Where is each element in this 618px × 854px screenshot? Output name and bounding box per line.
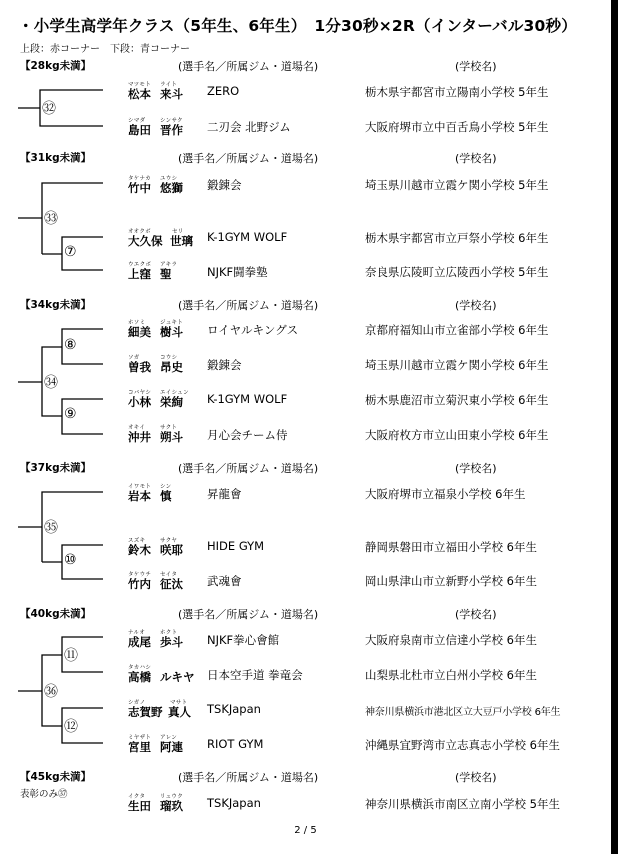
fighter-family-name: 松本: [128, 87, 151, 101]
fighter-gym: HIDE GYM: [207, 539, 265, 553]
fighter-given-name: 征汰: [160, 577, 183, 591]
school-column-header: (学校名): [455, 771, 497, 784]
fighter-school: 岡山県津山市立新野小学校 6年生: [365, 574, 537, 588]
furigana-family: イワモト: [128, 484, 152, 490]
fighter-family-name: 上窪: [128, 267, 151, 281]
furigana-given: シンサク: [160, 118, 183, 124]
fighter-school: 山梨県北杜市立白州小学校 6年生: [365, 668, 537, 682]
fighter-school: 神奈川県横浜市南区立南小学校 5年生: [365, 797, 560, 811]
fighter-family-name: 志賀野: [128, 705, 163, 719]
furigana-given: ホクト: [160, 630, 178, 636]
furigana-given: リュウク: [160, 794, 184, 800]
weight-class-label: 【28kg未満】: [20, 60, 92, 72]
match-number: ㉝: [44, 211, 58, 227]
school-column-header: (学校名): [455, 462, 497, 475]
fighter-gym: 二刃会 北野ジム: [207, 120, 291, 134]
fighter-column-header: (選手名／所属ジム・道場名): [178, 462, 319, 475]
fighter-given-name: 来斗: [160, 87, 183, 101]
match-number: ⑩: [64, 552, 77, 568]
furigana-family: シマダ: [128, 118, 146, 124]
award-only-note: 表彰のみ㊲: [20, 789, 68, 800]
fighter-column-header: (選手名／所属ジム・道場名): [178, 152, 319, 165]
fighter-gym: ロイヤルキングス: [207, 323, 299, 337]
fighter-school: 大阪府堺市立中百舌鳥小学校 5年生: [365, 120, 549, 134]
fighter-given-name: 慎: [160, 489, 172, 503]
fighter-gym: RIOT GYM: [207, 737, 264, 751]
furigana-given: ジュキト: [160, 320, 184, 326]
school-column-header: (学校名): [455, 152, 497, 165]
furigana-given: サクト: [160, 425, 178, 431]
fighter-gym: K-1GYM WOLF: [207, 230, 288, 244]
fighter-school: 栃木県宇都宮市立陽南小学校 5年生: [365, 85, 549, 99]
fighter-given-name: 樹斗: [160, 325, 183, 339]
fighter-school: 神奈川県横浜市港北区立大豆戸小学校 6年生: [365, 707, 561, 718]
fighter-given-name: 瑠玖: [160, 799, 183, 813]
fighter-given-name: 世璃: [170, 234, 193, 248]
fighter-school: 沖縄県宜野湾市立志真志小学校 6年生: [365, 738, 560, 752]
window-edge: [611, 0, 618, 854]
furigana-given: ユウシ: [160, 176, 178, 182]
fighter-school: 大阪府堺市立福泉小学校 6年生: [365, 487, 526, 501]
furigana-given: アキラ: [160, 262, 178, 268]
fighter-gym: ZERO: [207, 84, 240, 98]
furigana-family: オオクボ: [128, 229, 151, 235]
fighter-school: 栃木県鹿沼市立菊沢東小学校 6年生: [365, 393, 549, 407]
fighter-gym: 鍛錬会: [207, 358, 242, 372]
page-title: ・小学生高学年クラス（5年生、6年生） 1分30秒×2R（インターバル30秒）: [18, 17, 577, 35]
fighter-given-name: ルキヤ: [160, 670, 195, 684]
page-number: 2 / 5: [294, 825, 317, 836]
fighter-school: 埼玉県川越市立霞ケ関小学校 5年生: [365, 178, 549, 192]
fighter-gym: K-1GYM WOLF: [207, 392, 288, 406]
furigana-family: マツモト: [128, 82, 152, 88]
furigana-given: セリ: [172, 229, 184, 235]
match-number: ⑫: [64, 719, 78, 735]
furigana-given: セイタ: [160, 572, 178, 578]
furigana-family: タカハシ: [128, 665, 152, 671]
fighter-given-name: 朔斗: [160, 430, 183, 444]
match-number: ⑧: [64, 337, 77, 353]
fighter-gym: 日本空手道 拳竜会: [207, 668, 303, 682]
furigana-family: ホソミ: [128, 320, 146, 326]
furigana-family: オキイ: [128, 425, 146, 431]
match-number: ㉟: [44, 520, 58, 536]
weight-class-label: 【40kg未満】: [20, 608, 92, 620]
fighter-column-header: (選手名／所属ジム・道場名): [178, 771, 319, 784]
furigana-family: タケウチ: [128, 572, 152, 578]
corner-legend: 上段：赤コーナー 下段：青コーナー: [20, 44, 190, 55]
fighter-given-name: 栄絢: [160, 395, 183, 409]
fighter-family-name: 竹内: [128, 577, 151, 591]
fighter-school: 大阪府泉南市立信達小学校 6年生: [365, 633, 537, 647]
fighter-column-header: (選手名／所属ジム・道場名): [178, 60, 319, 73]
fighter-school: 奈良県広陵町立広陵西小学校 5年生: [365, 265, 549, 279]
school-column-header: (学校名): [455, 60, 497, 73]
fighter-school: 大阪府枚方市立山田東小学校 6年生: [365, 428, 549, 442]
fighter-family-name: 曽我: [128, 360, 151, 374]
fighter-family-name: 細美: [128, 325, 151, 339]
furigana-family: ウエクボ: [128, 262, 152, 268]
fighter-family-name: 沖井: [128, 430, 151, 444]
furigana-given: マサト: [170, 700, 188, 706]
weight-class-label: 【31kg未満】: [20, 152, 92, 164]
furigana-given: アレン: [160, 735, 178, 741]
fighter-school: 京都府福知山市立雀部小学校 6年生: [365, 323, 549, 337]
fighter-gym: NJKF拳心會館: [207, 633, 280, 647]
fighter-family-name: 宮里: [128, 740, 151, 754]
fighter-school: 静岡県磐田市立福田小学校 6年生: [365, 540, 537, 554]
fighter-gym: TSKJapan: [207, 702, 261, 716]
fighter-gym: TSKJapan: [207, 796, 261, 810]
match-number: ㉞: [44, 375, 58, 391]
fighter-family-name: 大久保: [128, 234, 163, 248]
furigana-given: シン: [160, 484, 172, 490]
school-column-header: (学校名): [455, 299, 497, 312]
fighter-gym: 昇龍會: [207, 487, 242, 501]
weight-class-label: 【37kg未満】: [20, 462, 92, 474]
fighter-given-name: 歩斗: [160, 635, 183, 649]
weight-class-label: 【34kg未満】: [20, 299, 92, 311]
match-number: ⑨: [64, 406, 77, 422]
furigana-given: サクヤ: [160, 538, 178, 544]
furigana-family: シガノ: [128, 700, 146, 706]
fighter-gym: 武魂會: [207, 574, 242, 588]
furigana-given: エイシュン: [160, 390, 189, 396]
fighter-column-header: (選手名／所属ジム・道場名): [178, 299, 319, 312]
fighter-given-name: 昂史: [160, 360, 183, 374]
furigana-family: イクタ: [128, 794, 146, 800]
furigana-family: ナルオ: [128, 630, 146, 636]
fighter-given-name: 真人: [168, 705, 191, 719]
furigana-family: スズキ: [128, 538, 146, 544]
fighter-gym: NJKF闘拳塾: [207, 265, 268, 279]
match-number: ㉜: [42, 101, 56, 117]
fighter-family-name: 生田: [128, 799, 151, 813]
furigana-family: コバヤシ: [128, 390, 152, 396]
furigana-family: ソガ: [128, 355, 140, 361]
fighter-family-name: 島田: [128, 123, 151, 137]
fighter-given-name: 咲耶: [160, 543, 183, 557]
fighter-given-name: 晋作: [160, 123, 183, 137]
furigana-given: ライト: [160, 82, 178, 88]
match-number: ㊱: [44, 684, 58, 700]
fighter-given-name: 聖: [160, 267, 172, 281]
fighter-school: 栃木県宇都宮市立戸祭小学校 6年生: [365, 231, 549, 245]
furigana-given: コウシ: [160, 355, 178, 361]
fighter-family-name: 岩本: [128, 489, 151, 503]
match-number: ⑦: [64, 244, 77, 260]
fighter-family-name: 成尾: [128, 635, 151, 649]
school-column-header: (学校名): [455, 608, 497, 621]
furigana-family: ミヤザト: [128, 735, 152, 741]
fighter-given-name: 阿連: [160, 740, 183, 754]
furigana-family: タケナカ: [128, 176, 151, 182]
fighter-gym: 鍛錬会: [207, 178, 242, 192]
fighter-school: 埼玉県川越市立霞ケ関小学校 6年生: [365, 358, 549, 372]
fighter-gym: 月心会チーム侍: [207, 428, 288, 442]
fighter-family-name: 小林: [128, 395, 151, 409]
fighter-given-name: 悠獅: [160, 181, 183, 195]
fighter-family-name: 竹中: [128, 181, 151, 195]
match-number: ⑪: [64, 648, 78, 664]
weight-class-label: 【45kg未満】: [20, 771, 92, 783]
fighter-column-header: (選手名／所属ジム・道場名): [178, 608, 319, 621]
fighter-family-name: 鈴木: [128, 543, 151, 557]
fighter-family-name: 高橋: [128, 670, 151, 684]
